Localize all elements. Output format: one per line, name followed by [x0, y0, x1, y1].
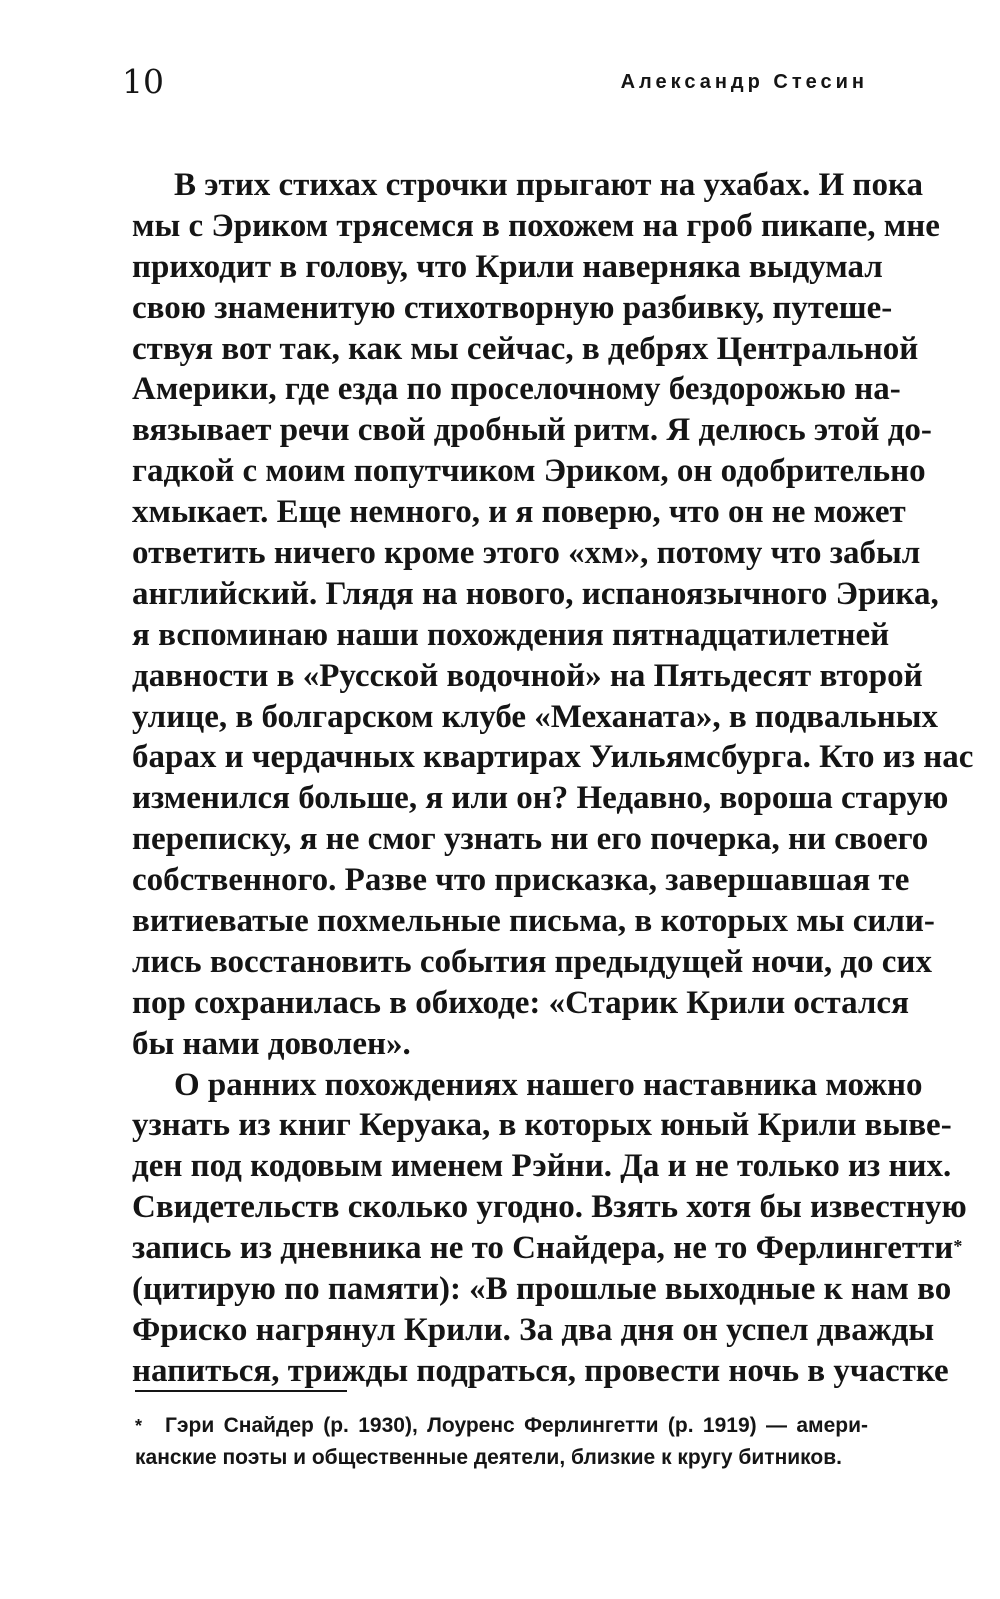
- footnote-line-text: Гэри Снайдер (р. 1930), Лоуренс Ферлингетти (р. 1919) — амери-: [165, 1414, 868, 1437]
- page-number: 10: [122, 62, 164, 101]
- text-line: мы с Эриком трясемся в похожем на гроб пикапе, мне: [132, 207, 940, 244]
- text-line: приходит в голову, что Крили наверняка выдумал: [132, 248, 883, 285]
- text-line: напиться, трижды подраться, провести ночь в участке: [132, 1352, 949, 1389]
- footnote-reference: *: [953, 1236, 963, 1257]
- text-line: переписку, я не смог узнать ни его почерка, ни своего: [132, 821, 929, 858]
- text-line: (цитирую по памяти): «В прошлые выходные к нам во: [132, 1271, 952, 1308]
- text-line: Фриско нагрянул Крили. За два дня он успел дважды: [132, 1311, 935, 1348]
- footnote-divider: [135, 1390, 347, 1392]
- text-line: собственного. Разве что присказка, завершавшая те: [132, 862, 910, 899]
- text-line: улице, в болгарском клубе «Механата», в подвальных: [132, 698, 939, 735]
- text-line: О ранних похождениях нашего наставника можно: [174, 1066, 923, 1103]
- main-text: [132, 165, 974, 1392]
- text-line: ответить ничего кроме этого «хм», потому что забыл: [132, 535, 921, 572]
- footnote-marker: *: [135, 1416, 143, 1436]
- text-line: Америки, где езда по проселочному бездорожью на-: [132, 371, 901, 408]
- running-head-author: Александр Стесин: [620, 71, 868, 93]
- text-line: барах и чердачных квартирах Уильямсбурга. Кто из нас: [132, 739, 974, 776]
- text-line: пор сохранилась в обиходе: «Старик Крили остался: [132, 984, 909, 1021]
- text-line: давности в «Русской водочной» на Пятьдесят второй: [132, 657, 923, 694]
- text-line: ствуя вот так, как мы сейчас, в дебрях Центральной: [132, 330, 919, 367]
- text-line: лись восстановить события предыдущей ночи, до сих: [132, 943, 932, 980]
- text-line: я вспоминаю наши похождения пятнадцатилетней: [132, 616, 890, 653]
- text-line: гадкой с моим попутчиком Эриком, он одобрительно: [132, 453, 926, 490]
- text-line-content: запись из дневника не то Снайдера, не то Ферлингетти: [132, 1230, 954, 1267]
- page-header: [122, 62, 868, 102]
- text-line: изменился больше, я или он? Недавно, вороша старую: [132, 780, 949, 817]
- footnote: [135, 1410, 868, 1473]
- text-line: витиеватые похмельные письма, в которых мы сили-: [132, 903, 935, 940]
- text-line: узнать из книг Керуака, в которых юный Крили выве-: [132, 1107, 952, 1144]
- text-line: бы нами доволен».: [132, 1025, 411, 1062]
- text-line: свою знаменитую стихотворную разбивку, путеше-: [132, 289, 893, 326]
- footnote-line: [135, 1410, 868, 1442]
- text-line: хмыкает. Еще немного, и я поверю, что он не может: [132, 494, 906, 531]
- text-line: вязывает речи свой дробный ритм. Я делюсь этой до-: [132, 412, 932, 449]
- footnote-line: канские поэты и общественные деятели, близкие к кругу битников.: [135, 1446, 842, 1469]
- text-line: Свидетельств сколько угодно. Взять хотя бы известную: [132, 1189, 967, 1226]
- text-line: В этих стихах строчки прыгают на ухабах. И пока: [174, 167, 923, 203]
- text-line: ден под кодовым именем Рэйни. Да и не только из них.: [132, 1148, 952, 1185]
- text-line-with-footnote-ref: [132, 1228, 963, 1269]
- text-line: английский. Глядя на нового, испаноязычного Эрика,: [132, 575, 939, 612]
